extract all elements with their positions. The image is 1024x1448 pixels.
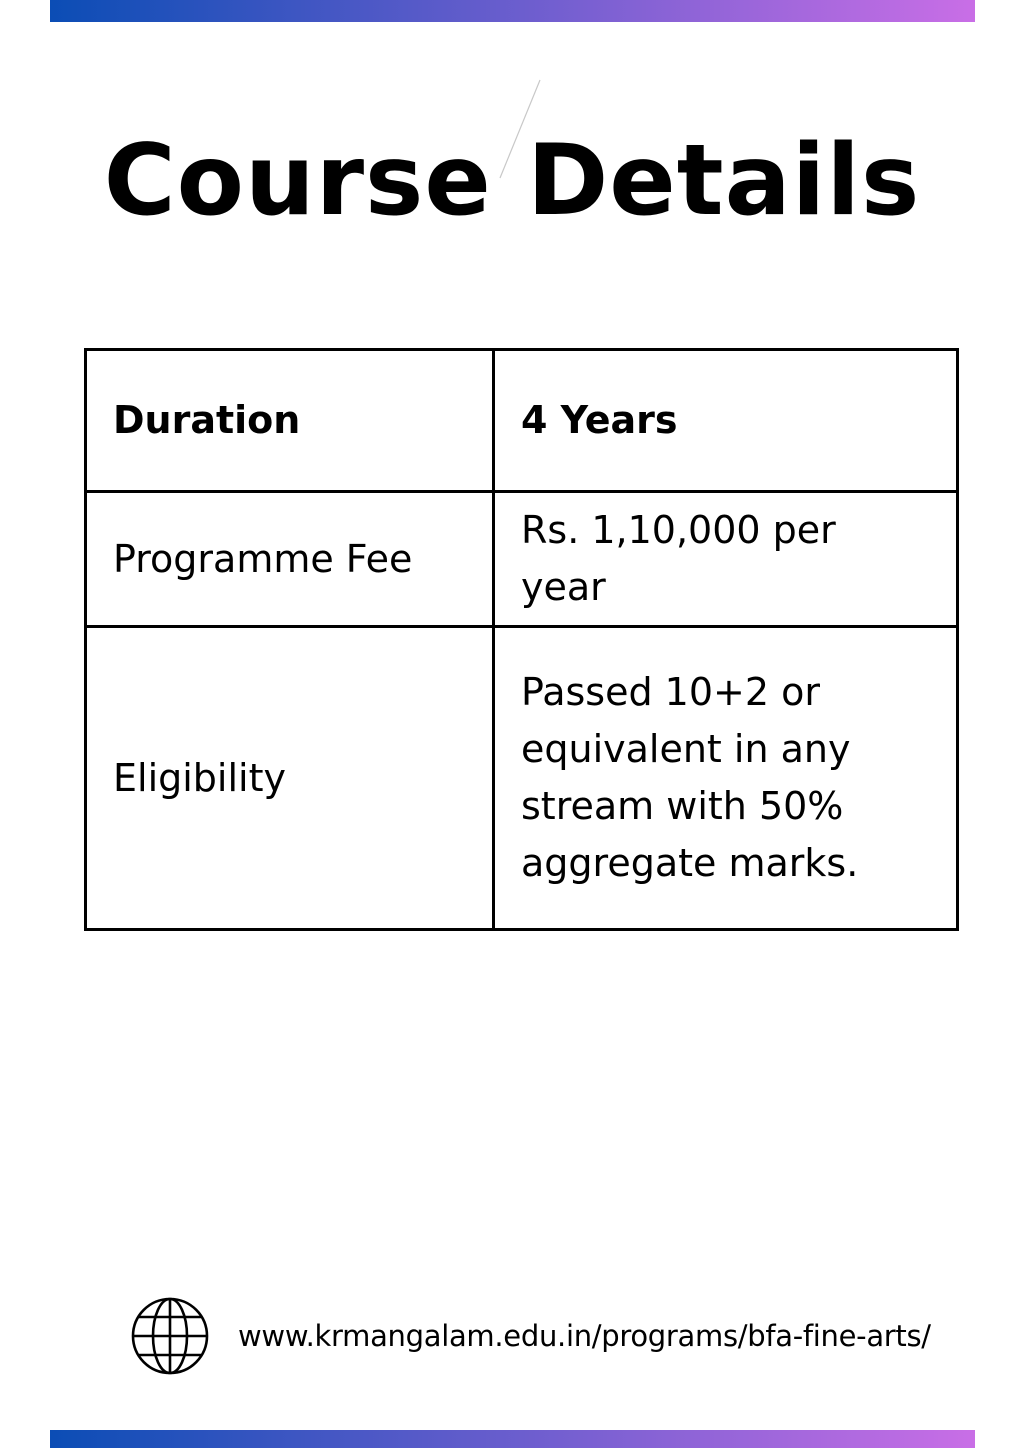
programme-fee-value: Rs. 1,10,000 per year	[494, 492, 958, 627]
course-details-table	[84, 348, 959, 931]
eligibility-label: Eligibility	[86, 627, 494, 930]
bottom-gradient-bar	[50, 1430, 975, 1448]
table-row-duration	[86, 350, 958, 492]
footer	[130, 1296, 931, 1376]
duration-label: Duration	[86, 350, 494, 492]
globe-icon	[130, 1296, 210, 1376]
programme-fee-label: Programme Fee	[86, 492, 494, 627]
table-row-eligibility	[86, 627, 958, 930]
page-title: Course Details	[103, 124, 921, 238]
eligibility-value: Passed 10+2 or equivalent in any stream with 50% aggregate marks.	[494, 627, 958, 930]
table-row-programme-fee	[86, 492, 958, 627]
duration-value: 4 Years	[494, 350, 958, 492]
website-url-link[interactable]: www.krmangalam.edu.in/programs/bfa-fine-arts/	[238, 1319, 931, 1353]
